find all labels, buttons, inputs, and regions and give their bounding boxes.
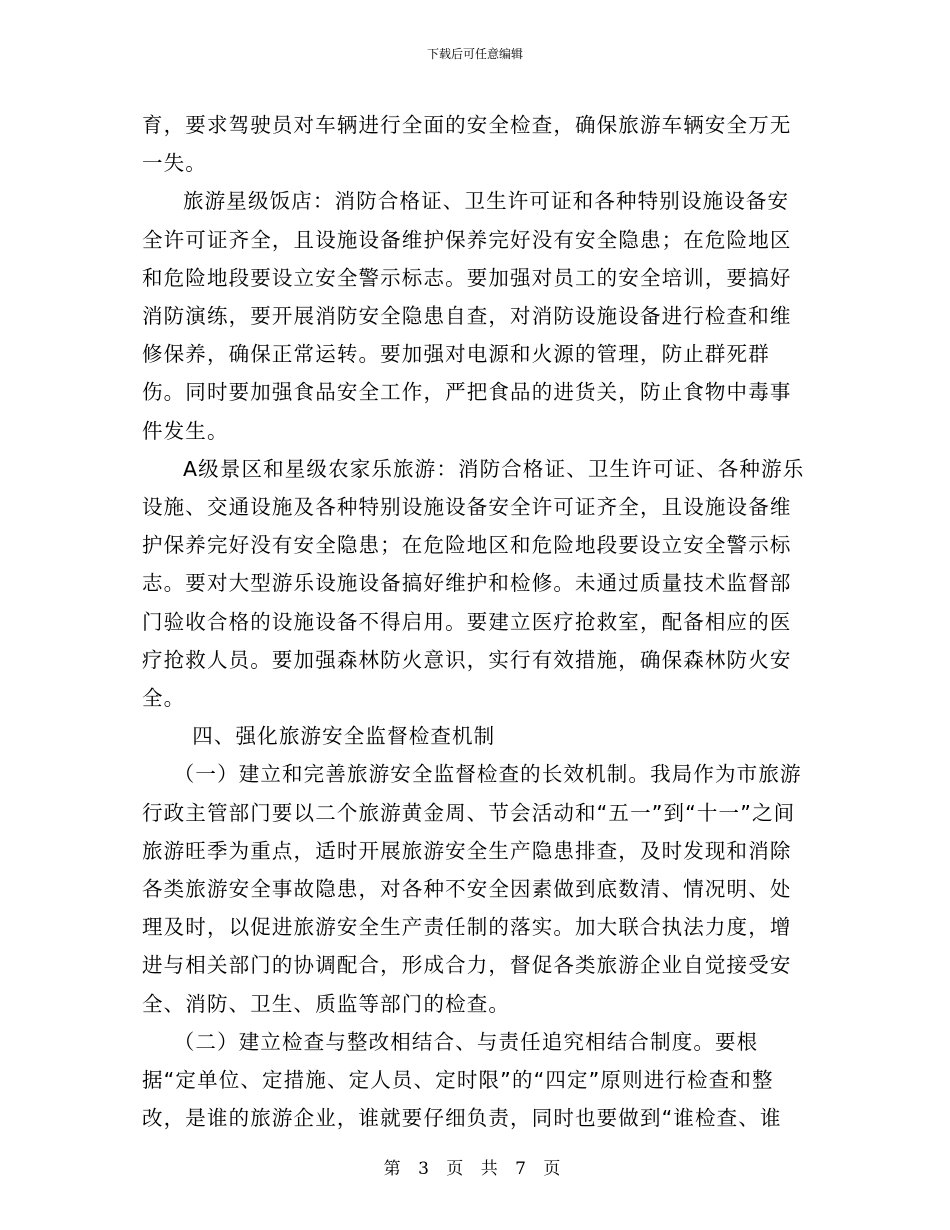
paragraph-scenic-areas: A级景区和星级农家乐旅游：消防合格证、卫生许可证、各种游乐设施、交通设施及各种特别设施设备安全许可证齐全，且设施设备维护保养完好没有安全隐患；在危险地区和危险地段要设立安全警示标志。要对大型游乐设施设备搞好维护和检修。未通过质量技术监督部门验收合格的设施设备不得启用。要建立医疗抢救室，配备相应的医疗抢救人员。要加强森林防火意识，实行有效措施，确保森林防火安全。	[142, 456, 805, 711]
section-heading: 四、强化旅游安全监督检查机制	[192, 724, 496, 749]
page-number: 第 3 页 共 7 页	[383, 1159, 567, 1179]
paragraph-continuation: 育，要求驾驶员对车辆进行全面的安全检查，确保旅游车辆安全万无一失。	[142, 113, 792, 176]
paragraph-item-one: （一）建立和完善旅游安全监督检查的长效机制。我局作为市旅游行政主管部门要以二个旅游黄金周、节会活动和“五一”到“十一”之间旅游旺季为重点，适时开展旅游安全生产隐患排查，及时发现和消除各类旅游安全事故隐患，对各种不安全因素做到底数清、情况明、处理及时，以促进旅游安全生产责任制的落实。加大联合执法力度，增进与相关部门的协调配合，形成合力，督促各类旅游企业自觉接受安全、消防、卫生、质监等部门的检查。	[142, 762, 802, 1016]
paragraph-star-hotels: 旅游星级饭店：消防合格证、卫生许可证和各种特别设施设备安全许可证齐全，且设施设备维护保养完好没有安全隐患；在危险地区和危险地段要设立安全警示标志。要加强对员工的安全培训，要搞好消防演练，要开展消防安全隐患自查，对消防设施设备进行检查和维修保养，确保正常运转。要加强对电源和火源的管理，防止群死群伤。同时要加强食品安全工作，严把食品的进货关，防止食物中毒事件发生。	[142, 189, 792, 443]
page-header-note: 下载后可任意编辑	[426, 47, 523, 61]
document-body	[142, 106, 810, 1137]
paragraph-item-two: （二）建立检查与整改相结合、与责任追究相结合制度。要根据“定单位、定措施、定人员、定时限”的“四定”原则进行检查和整改，是谁的旅游企业，谁就要仔细负责，同时也要做到“谁检查、谁	[142, 1029, 782, 1131]
